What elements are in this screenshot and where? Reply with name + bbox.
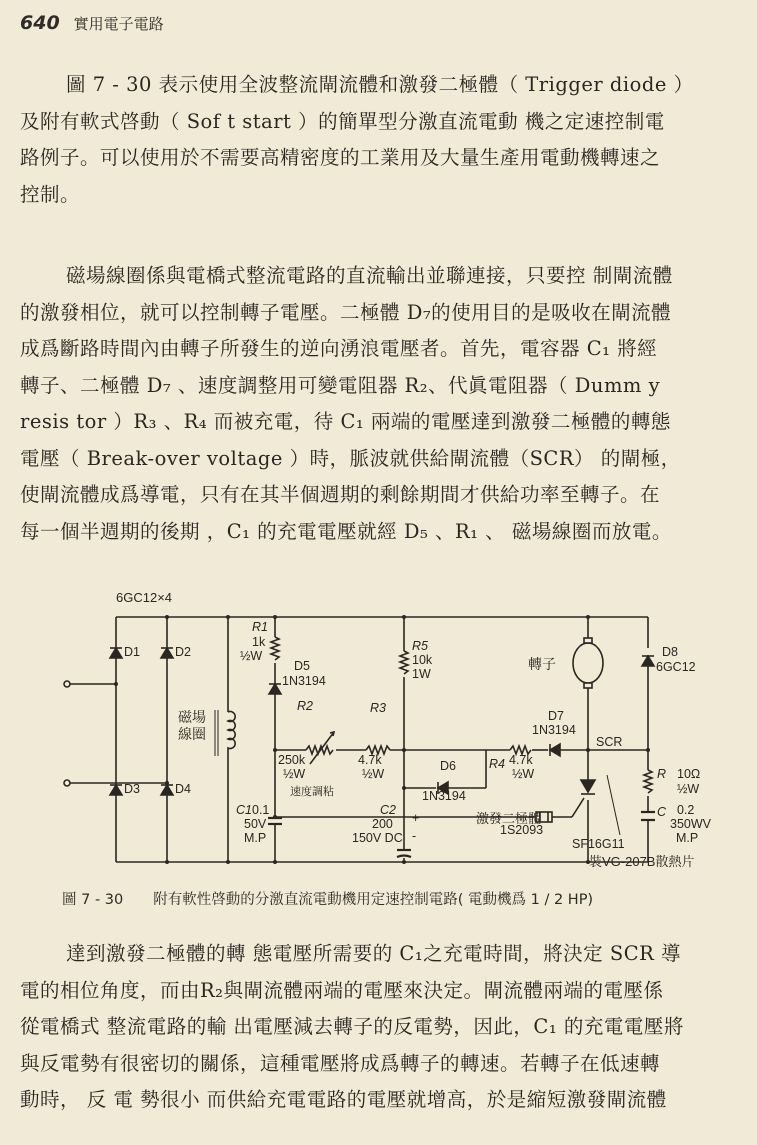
figure-number: 圖 7 - 30 bbox=[62, 892, 124, 908]
r4-value: 4.7k bbox=[509, 753, 533, 767]
r5-rating: 1W bbox=[412, 667, 431, 681]
d2-label: D2 bbox=[175, 645, 191, 659]
c-name: C bbox=[657, 805, 667, 819]
d8-part: 6GC12 bbox=[656, 660, 696, 674]
trigger-diode-name: 激發二極體 bbox=[476, 811, 542, 826]
c2-minus: - bbox=[412, 829, 417, 843]
c-type: M.P bbox=[676, 831, 699, 845]
d3-label: D3 bbox=[124, 782, 140, 796]
c-voltage: 350WV bbox=[670, 817, 711, 831]
text-line: 達到激發二極體的轉 態電壓所需要的 C₁之充電時間，將決定 SCR 導 bbox=[66, 942, 681, 965]
text-line: 從電橋式 整流電路的輸 出電壓減去轉子的反電勢，因此，C₁ 的充電電壓將 bbox=[20, 1015, 684, 1038]
c2-value: 200 bbox=[372, 817, 393, 831]
paragraph-3 bbox=[20, 936, 742, 1119]
paragraph-1 bbox=[20, 67, 742, 213]
d5-part: 1N3194 bbox=[282, 674, 326, 688]
d1-label: D1 bbox=[124, 645, 140, 659]
c1-type: M.P bbox=[244, 831, 267, 845]
c-value: 0.2 bbox=[677, 803, 695, 817]
field-coil-label-1: 磁場 bbox=[178, 709, 206, 725]
diode-spec-label: 6GC12×4 bbox=[116, 590, 173, 605]
c1-value: 0.1 bbox=[252, 803, 270, 817]
r-name: R bbox=[657, 767, 667, 781]
r5-name: R5 bbox=[412, 639, 428, 653]
r3-name: R3 bbox=[370, 701, 386, 715]
c2-name: C2 bbox=[380, 803, 396, 817]
text-line: 成爲斷路時間內由轉子所發生的逆向湧浪電壓者。首先，電容器 C₁ 將經 bbox=[20, 337, 658, 360]
r5-value: 10k bbox=[412, 653, 433, 667]
r2-rating: ½W bbox=[283, 767, 306, 781]
r-value: 10Ω bbox=[677, 767, 701, 781]
r1-rating: ½W bbox=[240, 649, 263, 663]
d7-part: 1N3194 bbox=[532, 723, 576, 737]
text-line: 每一個半週期的後期 ，C₁ 的充電電壓就經 D₅ 、R₁ 、 磁場線圈而放電。 bbox=[20, 519, 672, 543]
text-line: 及附有軟式啓動（ Sof t start ）的簡單型分激直流電動 機之定速控制電 bbox=[20, 109, 665, 133]
text-line: 圖 7 - 30 表示使用全波整流閘流體和激發二極體（ Trigger diode ） bbox=[66, 73, 694, 96]
r3-rating: ½W bbox=[362, 767, 385, 781]
r1-name: R1 bbox=[252, 620, 268, 634]
d7-name: D7 bbox=[548, 709, 564, 723]
text-line: 動時， 反 電 勢很小 而供給充電電路的電壓就增高，於是縮短激發閘流體 bbox=[20, 1088, 667, 1111]
d8-name: D8 bbox=[662, 645, 678, 659]
d5-name: D5 bbox=[294, 659, 310, 673]
trigger-diode-part: 1S2093 bbox=[500, 823, 544, 837]
text-line: 轉子、二極體 D₇ 、速度調整用可變電阻器 R₂、代眞電阻器（ Dumm y bbox=[20, 373, 661, 397]
text-line: 磁場線圈係與電橋式整流電路的直流輸出並聯連接，只要控 制閘流體 bbox=[66, 264, 673, 287]
d4-label: D4 bbox=[175, 782, 191, 796]
page-header bbox=[20, 12, 164, 34]
field-coil-label bbox=[178, 709, 208, 743]
c1-name: C1 bbox=[236, 803, 252, 817]
d6-name: D6 bbox=[440, 759, 456, 773]
r2-name: R2 bbox=[297, 699, 313, 713]
rotor-label: 轉子 bbox=[528, 656, 556, 672]
text-line: 控制。 bbox=[20, 182, 81, 206]
c1-voltage: 50V bbox=[244, 817, 267, 831]
paragraph-2 bbox=[20, 258, 742, 550]
text-line: 電的相位角度，而由R₂與閘流體兩端的電壓來決定。閘流體兩端的電壓係 bbox=[20, 978, 664, 1002]
book-title: 實用電子電路 bbox=[73, 15, 164, 33]
circuit-figure bbox=[0, 585, 757, 885]
text-line: 電壓（ Break-over voltage ）時，脈波就供給閘流體（SCR） 的閘極， bbox=[20, 446, 681, 470]
text-line: 的激發相位，就可以控制轉子電壓。二極體 D₇的使用目的是吸收在閘流體 bbox=[20, 300, 672, 324]
r1-value: 1k bbox=[252, 635, 266, 649]
r3-value: 4.7k bbox=[358, 753, 382, 767]
scr-heatsink: 裝VG-207B散熱片 bbox=[589, 854, 695, 869]
c2-plus: + bbox=[412, 811, 420, 825]
r4-rating: ½W bbox=[512, 767, 535, 781]
scr-part: SF16G11 bbox=[572, 837, 625, 851]
text-line: 與反電勢有很密切的關係，這種電壓將成爲轉子的轉速。若轉子在低速轉 bbox=[20, 1051, 661, 1075]
figure-caption-text: 附有軟性啓動的分激直流電動機用定速控制電路( 電動機爲 1 / 2 HP) bbox=[153, 892, 594, 908]
text-line: resis tor ）R₃ 、R₄ 而被充電，待 C₁ 兩端的電壓達到激發二極體的轉態 bbox=[20, 410, 671, 433]
figure-caption bbox=[62, 888, 593, 909]
r2-note: 速度調粘 bbox=[290, 786, 334, 798]
c2-voltage: 150V DC bbox=[352, 831, 403, 845]
scr-label: SCR bbox=[596, 735, 623, 749]
page-number: 640 bbox=[20, 12, 60, 34]
text-line: 路例子。可以使用於不需要高精密度的工業用及大量生產用電動機轉速之 bbox=[20, 146, 661, 169]
r-rating: ½W bbox=[677, 782, 700, 796]
text-line: 使閘流體成爲導電，只有在其半個週期的剩餘期間才供給功率至轉子。在 bbox=[20, 483, 661, 506]
r4-name: R4 bbox=[489, 757, 505, 771]
d6-part: 1N3194 bbox=[422, 789, 466, 803]
field-coil-label-2: 線圈 bbox=[178, 726, 206, 742]
r2-value: 250k bbox=[278, 753, 306, 767]
